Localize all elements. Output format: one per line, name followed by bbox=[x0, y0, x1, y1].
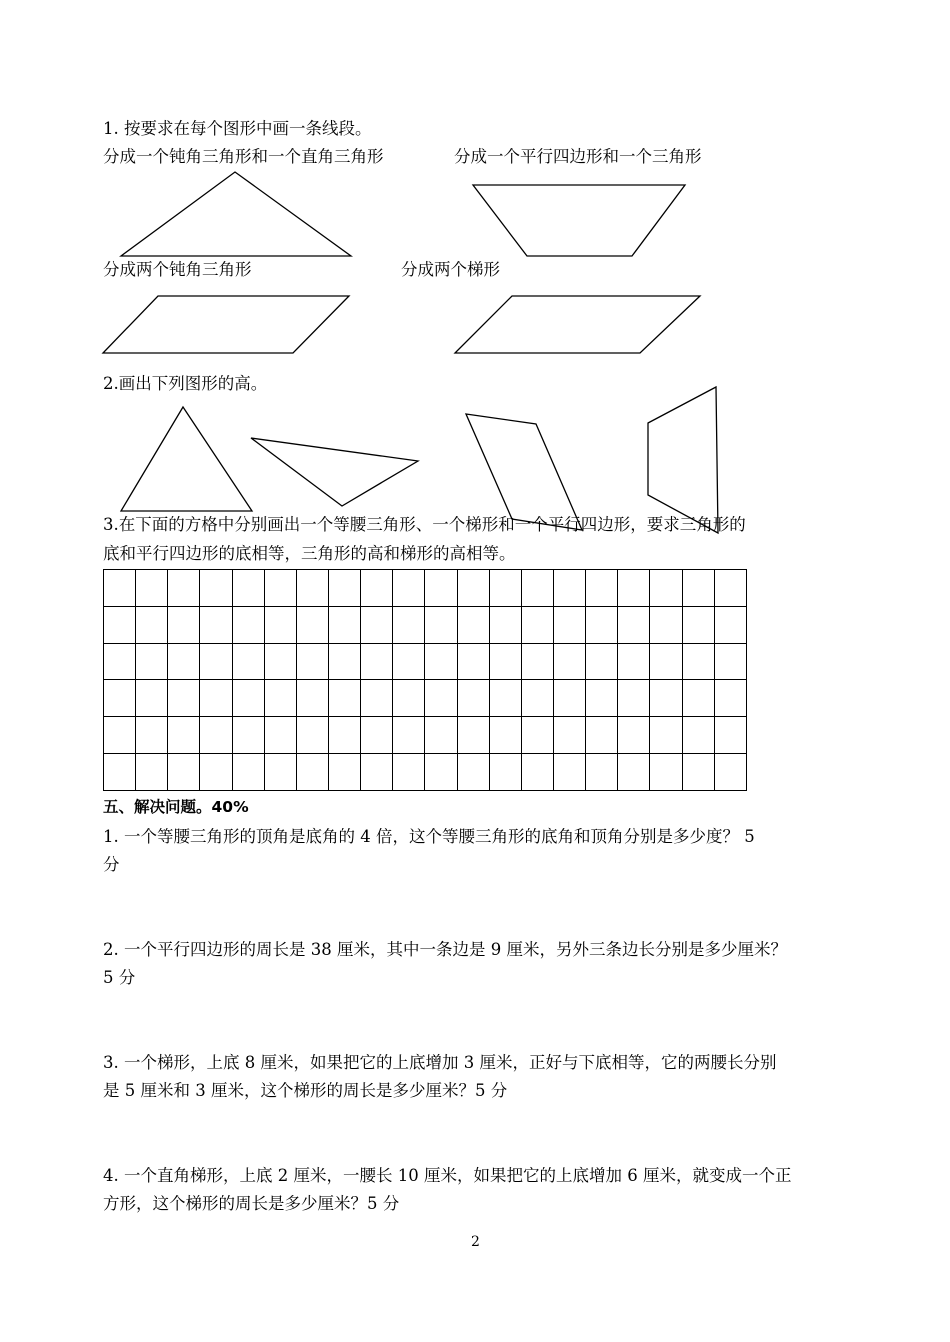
problem-1-line1: 1. 一个等腰三角形的顶角是底角的 4 倍，这个等腰三角形的底角和顶角分别是多少度？ 5 bbox=[103, 827, 755, 846]
q1-label-two-obtuse: 分成两个钝角三角形 bbox=[103, 260, 252, 279]
slanted-parallelogram-figure bbox=[466, 414, 582, 530]
geometry-figures bbox=[0, 0, 950, 560]
q3-line2: 底和平行四边形的底相等，三角形的高和梯形的高相等。 bbox=[103, 544, 516, 563]
obtuse-triangle-figure-2 bbox=[251, 438, 418, 506]
grid-row bbox=[104, 717, 747, 754]
right-trapezoid-figure bbox=[648, 387, 718, 533]
grid-row bbox=[104, 754, 747, 791]
trapezoid-figure bbox=[473, 185, 685, 256]
q1-title: 1. 按要求在每个图形中画一条线段。 bbox=[103, 119, 372, 138]
drawing-grid bbox=[103, 569, 747, 791]
grid-row bbox=[104, 643, 747, 680]
page-number: 2 bbox=[471, 1234, 480, 1250]
grid-row bbox=[104, 606, 747, 643]
q1-label-obtuse-right: 分成一个钝角三角形和一个直角三角形 bbox=[103, 147, 384, 166]
q1-label-parallelogram-triangle: 分成一个平行四边形和一个三角形 bbox=[454, 147, 702, 166]
obtuse-triangle-figure bbox=[121, 172, 351, 256]
grid-row bbox=[104, 680, 747, 717]
q2-title: 2.画出下列图形的高。 bbox=[103, 374, 268, 393]
problem-2-line2: 5 分 bbox=[103, 968, 136, 987]
section-5-heading: 五、解决问题。40% bbox=[103, 798, 249, 816]
problem-4-line2: 方形，这个梯形的周长是多少厘米？5 分 bbox=[103, 1194, 400, 1213]
problem-1-line2: 分 bbox=[103, 855, 120, 874]
parallelogram-figure-left bbox=[103, 296, 349, 353]
parallelogram-figure-right bbox=[455, 296, 700, 353]
q3-line1: 3.在下面的方格中分别画出一个等腰三角形、一个梯形和一个平行四边形，要求三角形的 bbox=[103, 515, 746, 534]
acute-triangle-figure bbox=[121, 407, 252, 511]
problem-3-line2: 是 5 厘米和 3 厘米，这个梯形的周长是多少厘米？5 分 bbox=[103, 1081, 508, 1100]
problem-4-line1: 4. 一个直角梯形，上底 2 厘米，一腰长 10 厘米，如果把它的上底增加 6 厘米，就变成一个正 bbox=[103, 1166, 792, 1185]
q1-label-two-trapezoids: 分成两个梯形 bbox=[401, 260, 500, 279]
grid-row bbox=[104, 570, 747, 607]
problem-2-line1: 2. 一个平行四边形的周长是 38 厘米，其中一条边是 9 厘米，另外三条边长分别是多少厘米？ bbox=[103, 940, 787, 959]
problem-3-line1: 3. 一个梯形，上底 8 厘米，如果把它的上底增加 3 厘米，正好与下底相等，它的两腰长分别 bbox=[103, 1053, 777, 1072]
